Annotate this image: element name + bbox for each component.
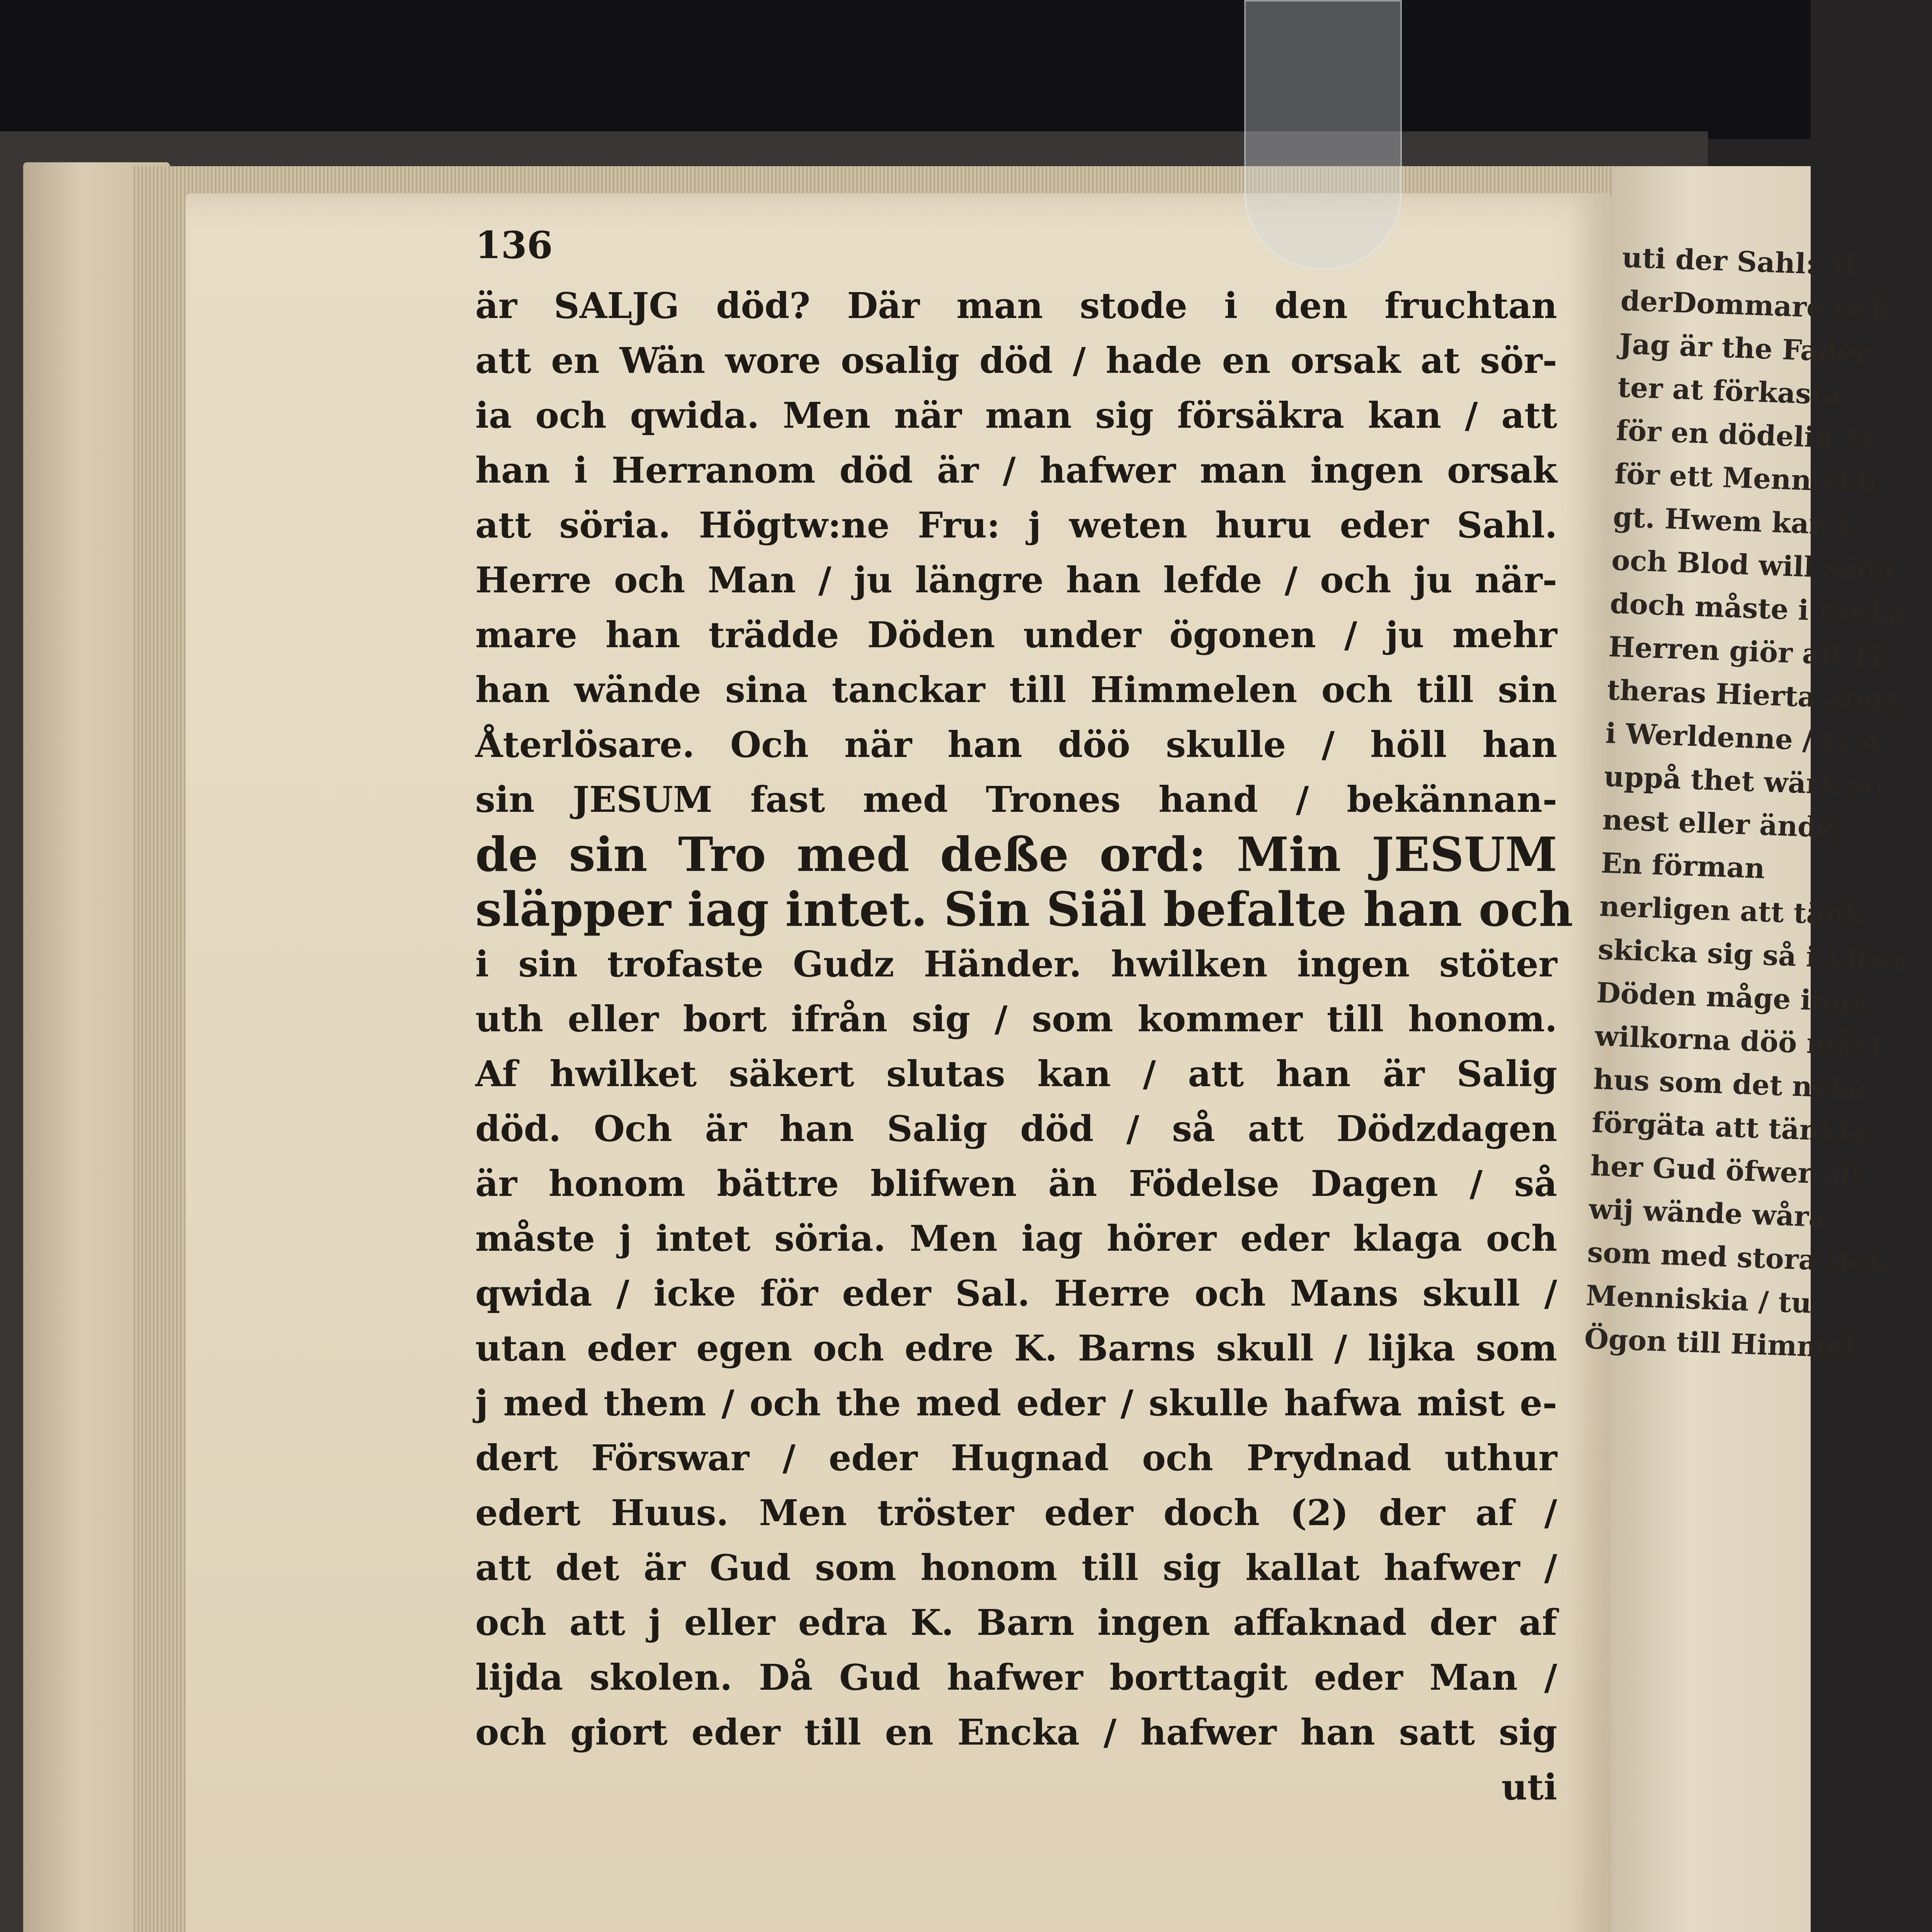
text-line: sin JESUM fast med Trones hand / bekännan-: [475, 779, 1557, 820]
text-line: Återlösare. Och när han döö skulle / höll han: [475, 724, 1557, 765]
facing-text-line: En förman: [1600, 846, 1765, 885]
facing-text-line: wij wände wåra: [1588, 1192, 1828, 1233]
text-line: de sin Tro med deße ord: Min JESUM: [475, 827, 1557, 882]
text-line: uti: [1501, 1766, 1557, 1808]
facing-page: [1583, 166, 1911, 1932]
facing-text-line: uppå thet wärk so: [1603, 760, 1884, 803]
text-line: han wände sina tanckar till Himmelen och till sin: [475, 669, 1557, 711]
facing-text-line: för ett Menniskli: [1614, 457, 1879, 499]
text-line: att det är Gud som honom till sig kallat hafwer /: [475, 1547, 1557, 1588]
text-line: Af hwilket säkert slutas kan / att han är Salig: [475, 1053, 1557, 1095]
facing-text-line: och Blod will säda: [1611, 543, 1896, 587]
text-line: släpper iag intet. Sin Siäl befalte han och: [475, 881, 1573, 937]
text-line: j med them / och the med eder / skulle hafwa mist e-: [475, 1382, 1557, 1424]
page-number: 136: [475, 223, 553, 267]
facing-text-line: Menniskia / tu: [1585, 1279, 1812, 1320]
glass-clip-top: [1244, 0, 1402, 270]
facing-text-line: derDommare och: [1620, 284, 1890, 327]
facing-text-line: hus som det neka: [1593, 1062, 1868, 1105]
text-line: är honom bättre blifwen än Födelse Dagen / så: [475, 1163, 1557, 1204]
facing-text-line: wilkorna döö måst: [1594, 1019, 1883, 1062]
facing-text-line: Döden måge ingå: [1596, 976, 1869, 1019]
facing-text-line: uti der Sahl: M: [1621, 240, 1857, 282]
facing-text-line: ter at förkasta: [1617, 370, 1843, 412]
facing-text-line: nerligen att tänk: [1599, 889, 1865, 932]
facing-text-line: theras Hierta ängs: [1606, 673, 1900, 716]
facing-text-line: skicka sig så i Lifwe: [1597, 932, 1911, 977]
text-line: och att j eller edra K. Barn ingen affaknad der af: [475, 1602, 1557, 1643]
facing-text-line: som med stora Bok: [1587, 1235, 1888, 1279]
page-lines: [475, 278, 1573, 1815]
text-line: utan eder egen och edre K. Barns skull / lijka som: [475, 1327, 1557, 1369]
text-line: i sin trofaste Gudz Händer. hwilken ingen stöter: [475, 943, 1557, 985]
facing-text-line: her Gud öfwer alt: [1590, 1149, 1864, 1192]
text-line: edert Huus. Men tröster eder doch (2) der af /: [475, 1492, 1557, 1534]
facing-text-line: gt. Hwem kan f: [1612, 500, 1852, 542]
facing-text-line: nest eller ände.: [1602, 803, 1845, 844]
facing-text-line: i Werldenne / ty A: [1605, 716, 1883, 759]
text-line: att söria. Högtw:ne Fru: j weten huru eder Sahl.: [475, 504, 1557, 546]
facing-page-text: [1583, 236, 1911, 1368]
text-line: mare han trädde Döden under ögonen / ju mehr: [475, 614, 1557, 656]
text-line: lijda skolen. Då Gud hafwer borttagit eder Man /: [475, 1656, 1557, 1698]
text-line: att en Wän wore osalig död / hade en orsak at sör-: [475, 340, 1557, 381]
text-line: uth eller bort ifrån sig / som kommer till honom.: [475, 998, 1557, 1040]
text-line: dert Förswar / eder Hugnad och Prydnad uthur: [475, 1437, 1557, 1479]
text-line: Herre och Man / ju längre han lefde / och ju när-: [475, 559, 1557, 601]
text-line: är SALJG död? Där man stode i den fruchtan: [475, 285, 1557, 327]
text-line: qwida / icke för eder Sal. Herre och Mans skull /: [475, 1272, 1557, 1314]
text-line: och giort eder till en Encka / hafwer han satt sig: [475, 1711, 1557, 1753]
text-line: han i Herranom död är / hafwer man ingen orsak: [475, 449, 1557, 491]
text-line: död. Och är han Salig död / så att Dödzdagen: [475, 1108, 1557, 1150]
facing-text-line: Jag är the Fader: [1618, 327, 1871, 369]
facing-text-line: doch måste i tänka: [1609, 587, 1908, 630]
text-line: måste j intet söria. Men iag hörer eder klaga och: [475, 1218, 1557, 1259]
facing-text-line: förgäta att tänkia: [1591, 1105, 1868, 1148]
text-line: ia och qwida. Men när man sig försäkra kan / att: [475, 395, 1557, 436]
facing-text-line: för en dödelig M: [1615, 413, 1876, 456]
backdrop-top: [0, 0, 1811, 139]
page-text-block: [475, 220, 1573, 1815]
facing-text-line: Ögon till Himmel: [1583, 1322, 1855, 1364]
facing-text-line: Herren giör all Ti: [1608, 630, 1883, 673]
